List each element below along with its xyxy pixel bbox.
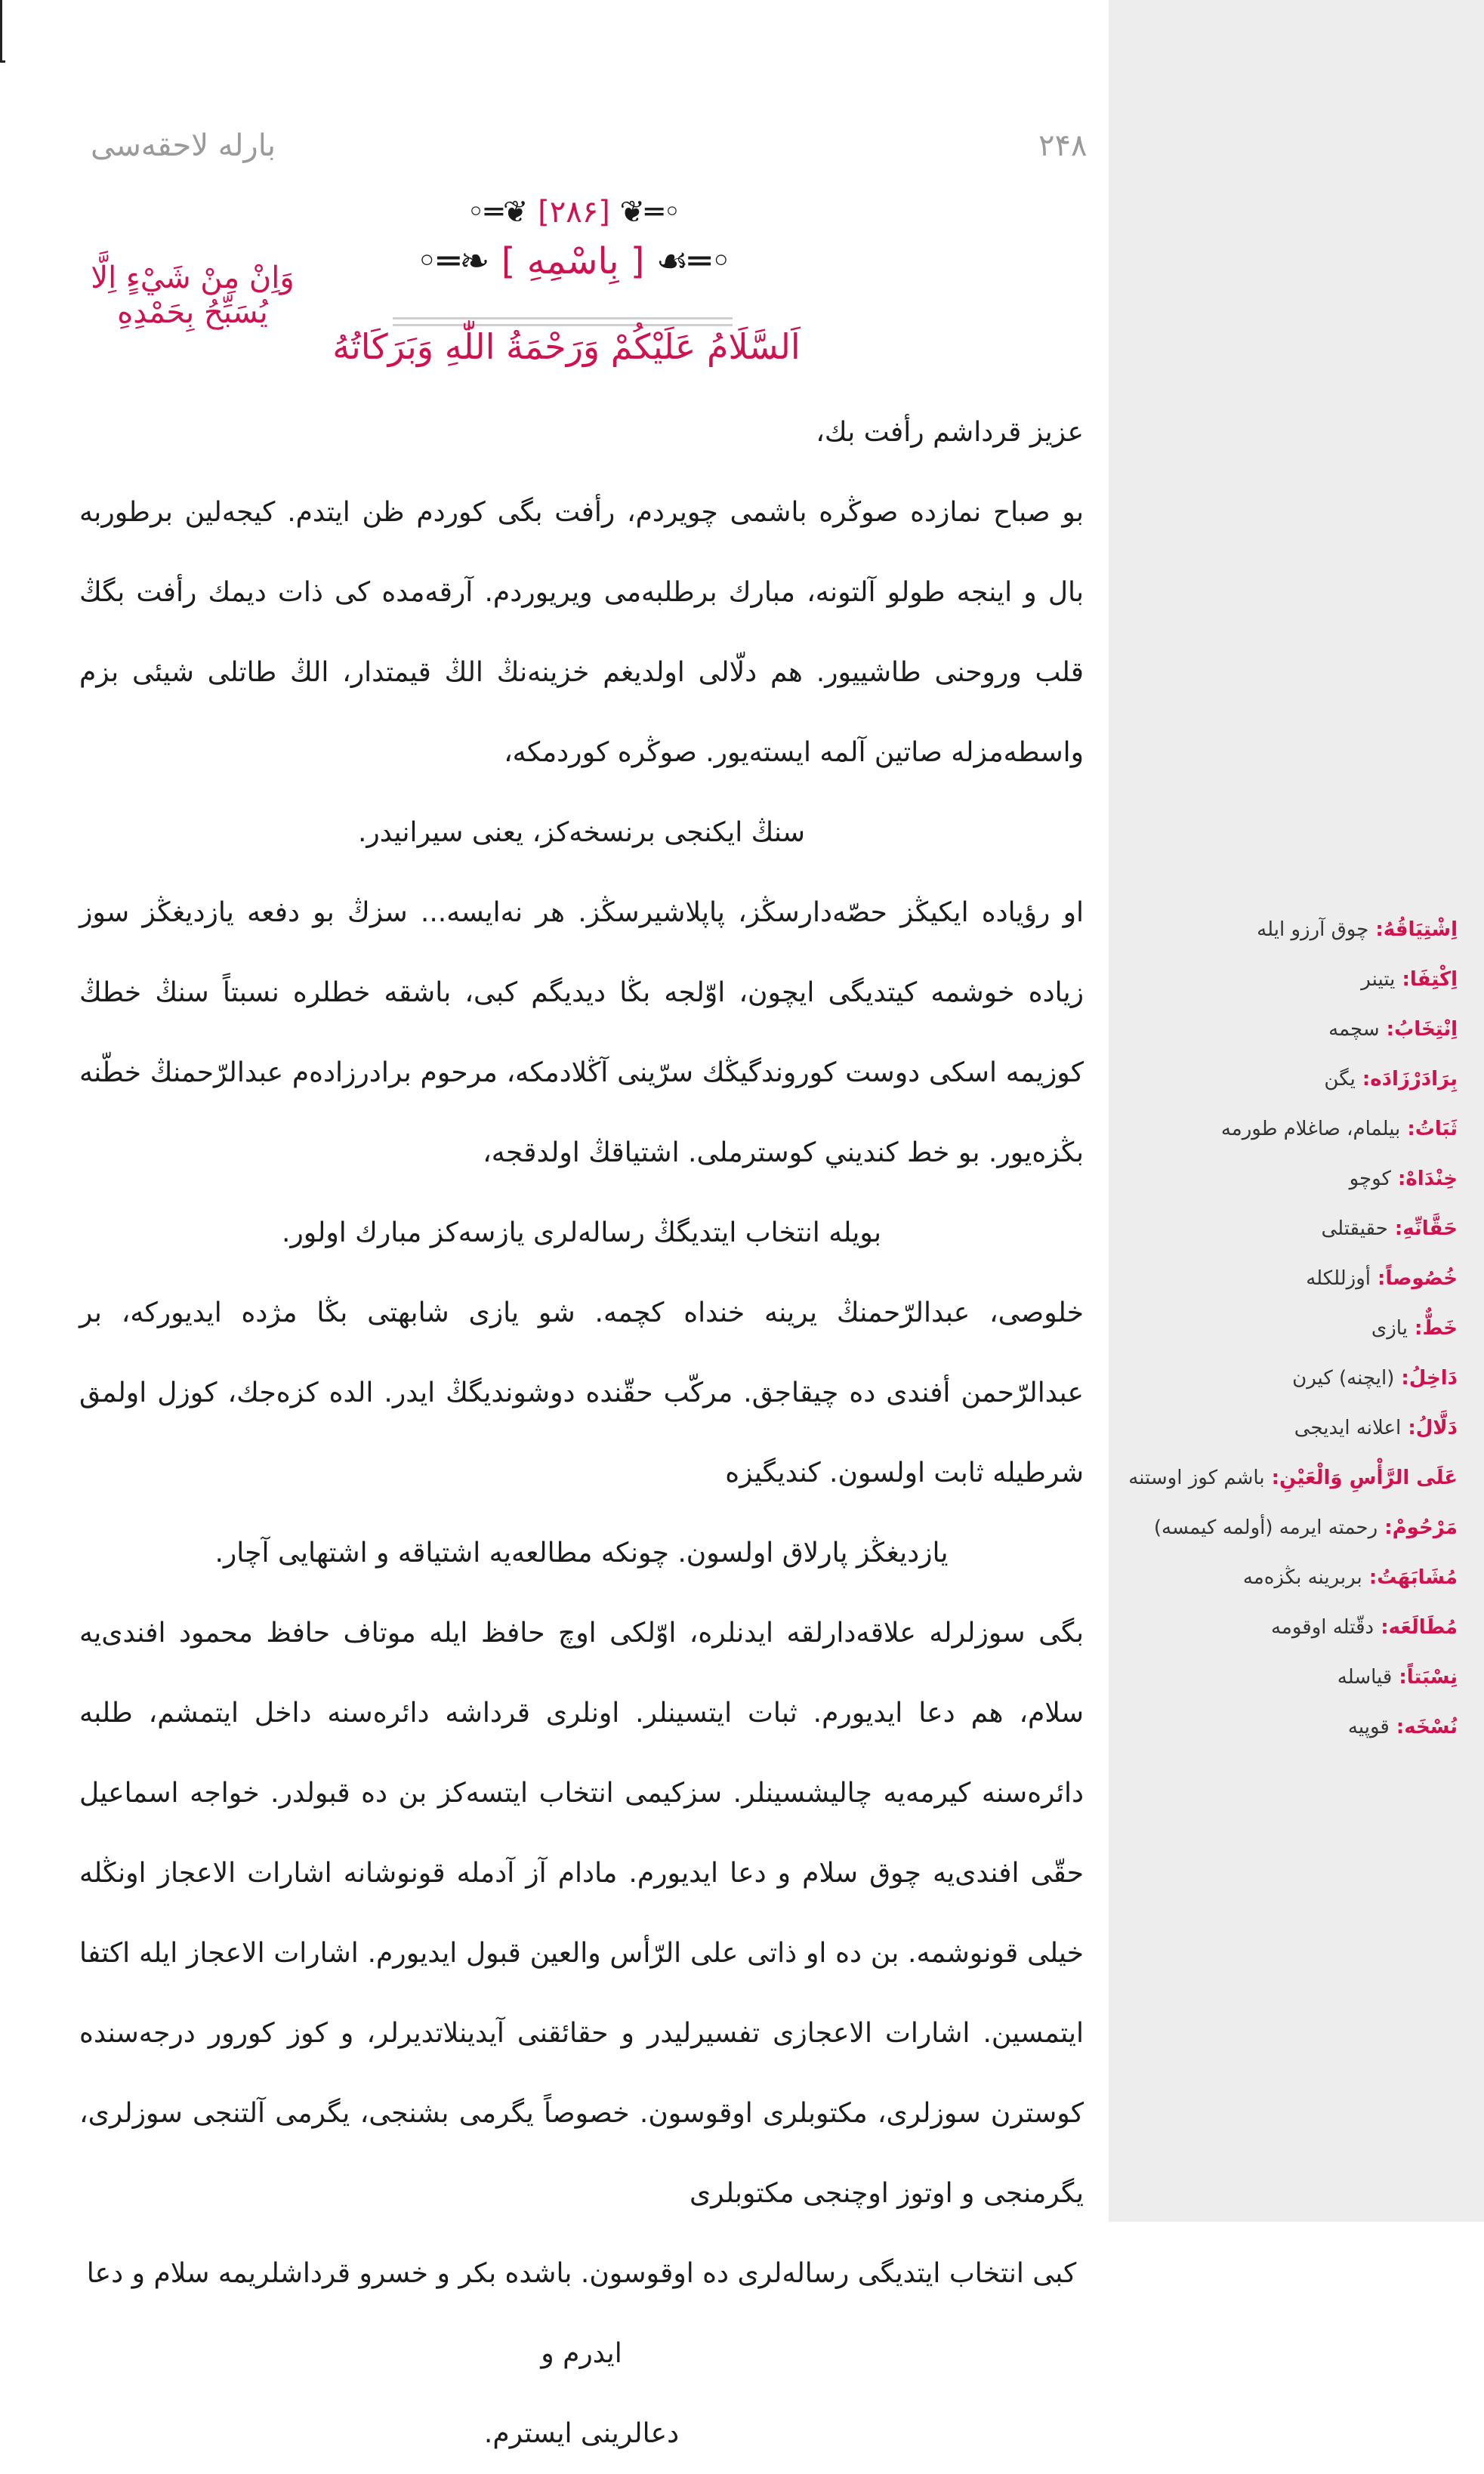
glossary-term: مُشَابَهَتُ <box>1377 1566 1458 1589</box>
paragraph: بگى سوزلرله علاقه‌دارلقه ايدنلره، اوّلكى اوچ حافظ ايله موتاف حافظ محمود افندى‌يه سلام، هم دعا ايديورم. ثبات ايتسينلر. اونلرى قرداشه دائره‌سنه داخل ايتمشم، طلبه دائره‌سنه كيرمه‌يه چاليشسينلر. سزكيمى انتخاب ايتسه‌كز بن ده قبولدر. خواجه اسماعيل حقّى افندى‌يه چوق سلام و دعا ايديورم. مادام آز آدمله قونوشانه اشارات الاعجاز اونڭله خيلى قونوشمه. بن ده او ذاتى على الرّأس والعين قبول ايديورم. اشارات الاعجاز ايله اكتفا ايتمسين. اشارات الاعجازى تفسيرليدر و حقائقنى آيدينلاتديرلر، و كوز كورور درجه‌سنده كوسترن سوزلرى، مكتوبلرى اوقوسون. خصوصاً يگرمى بشنجى، يگرمى آلتنجى سوزلرى، يگرمنجى و اوتوز اوچنجى مكتوبلرى <box>79 1618 1084 2209</box>
glossary-term: بِرَادَرْزَادَه <box>1370 1068 1458 1090</box>
opening-verse: وَاِنْ مِنْ شَيْءٍ اِلَّا يُسَبِّحُ بِحَمْدِهِ <box>91 261 295 330</box>
paragraph: خلوصى، عبدالرّحمنڭ يرينه خنداه كچمه. شو يازى شابهتى بڭا مژده ايديوركه، بر عبدالرّحمن أفندى ده چيقاجق. مركّب حقّنده دوشونديگڭ ايدر. الده كزه‌جك، كوزل اولمق شرطيله ثابت اولسون. كنديگيزه <box>79 1297 1084 1488</box>
paragraph: دعالرينى ايسترم. <box>483 2418 680 2449</box>
glossary-term: دَاخِلُ <box>1408 1367 1458 1390</box>
glossary-meaning: رحمته ايرمه (أولمه كيمسه) <box>1153 1516 1378 1539</box>
glossary-term: مَرْحُومْ <box>1392 1516 1458 1539</box>
glossary-meaning: يازى <box>1371 1317 1408 1340</box>
ornament-right-icon: ❦═◦ <box>619 195 681 230</box>
glossary-meaning: دقّتله اوقومه <box>1270 1616 1374 1639</box>
letter-heading <box>400 240 748 282</box>
glossary-item: اِنْتِخَابُ: سچمه <box>1328 1018 1458 1041</box>
glossary-meaning: (ايچنه) كيرن <box>1292 1367 1395 1390</box>
letter-number: [۲۸۶] <box>538 195 610 230</box>
glossary-term: نِسْبَتاً <box>1406 1666 1458 1689</box>
glossary-term: عَلَى الرَّأْسِ وَالْعَيْنِ <box>1279 1467 1458 1489</box>
glossary-item: نُسْخَه: قوپيه <box>1347 1716 1458 1738</box>
glossary-term: حَقَّانِّهِ <box>1402 1217 1458 1240</box>
glossary-term: مُطَالَعَه <box>1388 1616 1458 1639</box>
paragraph: بويله انتخاب ايتديگڭ رساله‌لرى يازسه‌كز مبارك اولور. <box>281 1217 882 1248</box>
glossary-meaning: يتينر <box>1361 968 1396 991</box>
glossary-item: خِنْدَاهْ: كوچو <box>1349 1168 1458 1190</box>
glossary-meaning: بربرينه بڭزه‌مه <box>1242 1566 1362 1589</box>
glossary-item: خُصُوصاً: أوزللكله <box>1306 1267 1458 1290</box>
glossary-meaning: اعلانه ايديجى <box>1294 1417 1402 1439</box>
paragraph: بو صباح نمازده صوڭره باشمى چويردم، رأفت بگى كوردم ظن ايتدم. كيجه‌لين برطوربه بال و اينجه طولو آلتونه، مبارك برطلبه‌مى ويريوردم. آرقه‌مده كى ذات ديمك رأفت بگڭ قلب وروحنى طاشييور. هم دلّالى اولديغم خزينه‌نڭ الڭ قيمتدار، الڭ طاتلى شيئى بزم واسطه‌مزله صاتين آلمه ايسته‌يور. صوڭره كوردمكه، <box>79 497 1084 768</box>
paragraph: سنڭ ايكنجى برنسخه‌كز، يعنى سيرانيدر. <box>357 817 806 848</box>
glossary-term: اِكْتِفَا <box>1409 968 1458 991</box>
paragraph: عزيز قرداشم رأفت بك، <box>816 417 1084 448</box>
letter-number-ornament <box>400 195 748 230</box>
glossary-term: خَطٌّ <box>1422 1317 1458 1340</box>
glossary-term: اِشْتِيَاقُهُ <box>1383 918 1458 941</box>
glossary-list <box>1125 905 1458 1752</box>
glossary-item: دَلَّالُ: اعلانه ايديجى <box>1294 1417 1458 1439</box>
glossary-item: حَقَّانِّهِ: حقيقتلى <box>1321 1217 1458 1240</box>
glossary-meaning: قياسله <box>1337 1666 1393 1689</box>
glossary-item: مُطَالَعَه: دقّتله اوقومه <box>1270 1616 1458 1639</box>
heading-ornament-left-icon: ◦═❧ <box>416 240 490 282</box>
glossary-meaning: أوزللكله <box>1306 1267 1371 1290</box>
glossary-item: مُشَابَهَتُ: بربرينه بڭزه‌مه <box>1242 1566 1458 1589</box>
glossary-meaning: سچمه <box>1328 1018 1380 1041</box>
paragraph: او رؤياده ايكيڭز حصّه‌دارسڭز، پاپلاشيرسڭز. هر نه‌ايسه... سزڭ بو دفعه يازديغڭز سوز زياده خوشمه كيتديگى ايچون، اوّلجه بڭا ديديگم كبى، باشقه خطلره نسبتاً سنڭ خطڭ كوزيمه اسكى دوست كوروندگيڭك سرّينى آڭلادمكه، مرحوم برادرزاده‌م عبدالرّحمنڭ خطّنه بڭزه‌يور. بو خط كنديني كوسترملى. اشتياقڭ اولدقجه، <box>79 897 1084 1168</box>
glossary-meaning: حقيقتلى <box>1321 1217 1388 1240</box>
glossary-meaning: بيلمام، صاغلام طورمه <box>1220 1118 1401 1140</box>
glossary-meaning: چوق آرزو ايله <box>1257 918 1369 941</box>
glossary-term: اِنْتِخَابُ <box>1394 1018 1458 1041</box>
running-head-title: بارله لاحقه‌سی <box>91 128 276 163</box>
glossary-term: نُسْخَه <box>1404 1716 1458 1738</box>
glossary-meaning: كوچو <box>1349 1168 1391 1190</box>
glossary-meaning: قوپيه <box>1347 1716 1390 1738</box>
glossary-item: نِسْبَتاً: قياسله <box>1337 1666 1458 1689</box>
glossary-item: عَلَى الرَّأْسِ وَالْعَيْنِ: باشم كوز اوستنه <box>1128 1467 1458 1489</box>
glossary-meaning: يگن <box>1324 1068 1356 1090</box>
glossary-item: بِرَادَرْزَادَه: يگن <box>1324 1068 1458 1090</box>
heading-ornament-right-icon: ☙═◦ <box>656 240 732 282</box>
glossary-term: دَلَّالُ <box>1415 1417 1458 1439</box>
page-number: ۲۴۸ <box>1038 128 1088 163</box>
letter-body <box>79 393 1084 2474</box>
glossary-meaning: باشم كوز اوستنه <box>1128 1467 1265 1489</box>
glossary-item: دَاخِلُ: (ايچنه) كيرن <box>1292 1367 1458 1390</box>
paragraph: يازديغڭز پارلاق اولسون. چونكه مطالعه‌يه اشتياقه و اشتهايى آچار. <box>214 1538 949 1569</box>
glossary-term: خُصُوصاً <box>1385 1267 1458 1290</box>
glossary-item: خَطٌّ: يازى <box>1371 1317 1458 1340</box>
glossary-item: اِشْتِيَاقُهُ: چوق آرزو ايله <box>1257 918 1458 941</box>
glossary-item: مَرْحُومْ: رحمته ايرمه (أولمه كيمسه) <box>1153 1516 1458 1539</box>
glossary-term: ثَبَاتُ <box>1415 1118 1458 1140</box>
heading-bismihi: [ بِاسْمِهِ ] <box>501 240 645 282</box>
glossary-term: خِنْدَاهْ <box>1405 1168 1458 1190</box>
greeting-line: اَلسَّلَامُ عَلَيْكُمْ وَرَحْمَةُ اللّٰهِ وَبَرَكَاتُهُ <box>332 326 801 367</box>
ornament-left-icon: ◦═❦ <box>467 195 529 230</box>
paragraph: كبى انتخاب ايتديگى رساله‌لرى ده اوقوسون. باشده بكر و خسرو قرداشلريمه سلام و دعا ايدرم و <box>86 2258 1077 2369</box>
glossary-item: اِكْتِفَا: يتينر <box>1361 968 1458 991</box>
glossary-item: ثَبَاتُ: بيلمام، صاغلام طورمه <box>1220 1118 1458 1140</box>
